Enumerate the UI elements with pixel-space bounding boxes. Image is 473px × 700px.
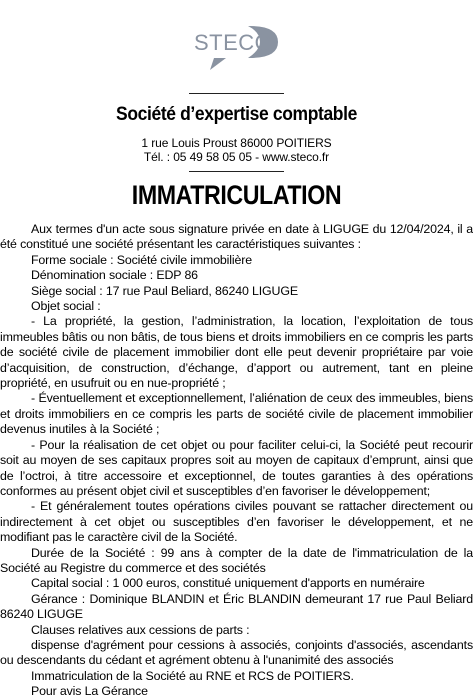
paragraph-purpose-heading: Objet social : bbox=[31, 299, 101, 314]
paragraph-capital: Capital social : 1 000 euros, constitué uniquement d'apports en numéraire bbox=[31, 576, 425, 591]
paragraph-registered-office: Siège social : 17 rue Paul Beliard, 86240 LIGUGE bbox=[31, 283, 298, 298]
firm-address: 1 rue Louis Proust 86000 POITIERS bbox=[141, 136, 332, 150]
steco-logo bbox=[190, 22, 282, 74]
paragraph-purpose-4: - Et généralement toutes opérations civiles pouvant se rattacher directement ou indirectement à cet objet ou susceptibles d’en favoriser le développement, et ne modifiant pas le caractère civil de la Société. bbox=[0, 499, 473, 545]
paragraph-duration: Durée de la Société : 99 ans à compter de la date de l'immatriculation de la Société au Registre du commerce et des sociétés bbox=[0, 545, 473, 575]
top-divider bbox=[189, 93, 284, 94]
paragraph-registration: Immatriculation de la Société au RNE et RCS de POITIERS. bbox=[31, 668, 354, 683]
notice-title: IMMATRICULATION bbox=[131, 180, 342, 210]
firm-contact: Tél. : 05 49 58 05 05 - www.steco.fr bbox=[143, 150, 330, 164]
paragraph-intro: Aux termes d'un acte sous signature privée en date à LIGUGE du 12/04/2024, il a été constitué une société présentant les caractéristiques suivantes : bbox=[0, 222, 473, 252]
paragraph-signature: Pour avis La Gérance bbox=[31, 684, 148, 699]
paragraph-management: Gérance : Dominique BLANDIN et Éric BLANDIN demeurant 17 rue Paul Beliard 86240 LIGUGE bbox=[0, 591, 473, 622]
logo-text: STECO bbox=[194, 30, 273, 55]
paragraph-transfer-clauses: Clauses relatives aux cessions de parts : bbox=[31, 622, 250, 637]
steco-logo-mark bbox=[190, 22, 282, 74]
paragraph-transfer-details: dispense d'agrément pour cessions à associés, conjoints d'associés, ascendants ou descendants du cédant et agrément obtenu à l'unanimité des associés bbox=[0, 637, 473, 668]
paragraph-purpose-1: - La propriété, la gestion, l’administration, la location, l’exploitation de tous immeubles bâtis ou non bâtis, de tous biens et droits immobiliers en ce compris les parts de société civile de placement immobilier dont elle peut devenir propriétaire par voie d’acquisition, de construction, d’échange, d’apport ou autrement, tant en pleine propriété, en usufruit ou en nue-propriété ; bbox=[0, 314, 473, 391]
paragraph-company-name: Dénomination sociale : EDP 86 bbox=[31, 268, 198, 283]
middle-divider bbox=[189, 171, 284, 172]
paragraph-legal-form: Forme sociale : Société civile immobilière bbox=[31, 252, 252, 267]
firm-name: Société d’expertise comptable bbox=[116, 104, 357, 125]
paragraph-purpose-2: - Éventuellement et exceptionnellement, l’aliénation de ceux des immeubles, biens et droits immobiliers en ce compris les parts de société civile de placement immobilier devenus inutiles à la Société ; bbox=[0, 391, 473, 437]
paragraph-purpose-3: - Pour la réalisation de cet objet ou pour faciliter celui-ci, la Société peut recourir soit au moyen de ses capitaux propres soit au moyen de capitaux d’emprunt, ainsi que de l’octroi, à titre accessoire et exceptionnel, de toutes garanties à des opérations conformes au présent objet civil et susceptibles d’en favoriser le développement; bbox=[0, 437, 473, 498]
notice-body bbox=[0, 222, 473, 700]
